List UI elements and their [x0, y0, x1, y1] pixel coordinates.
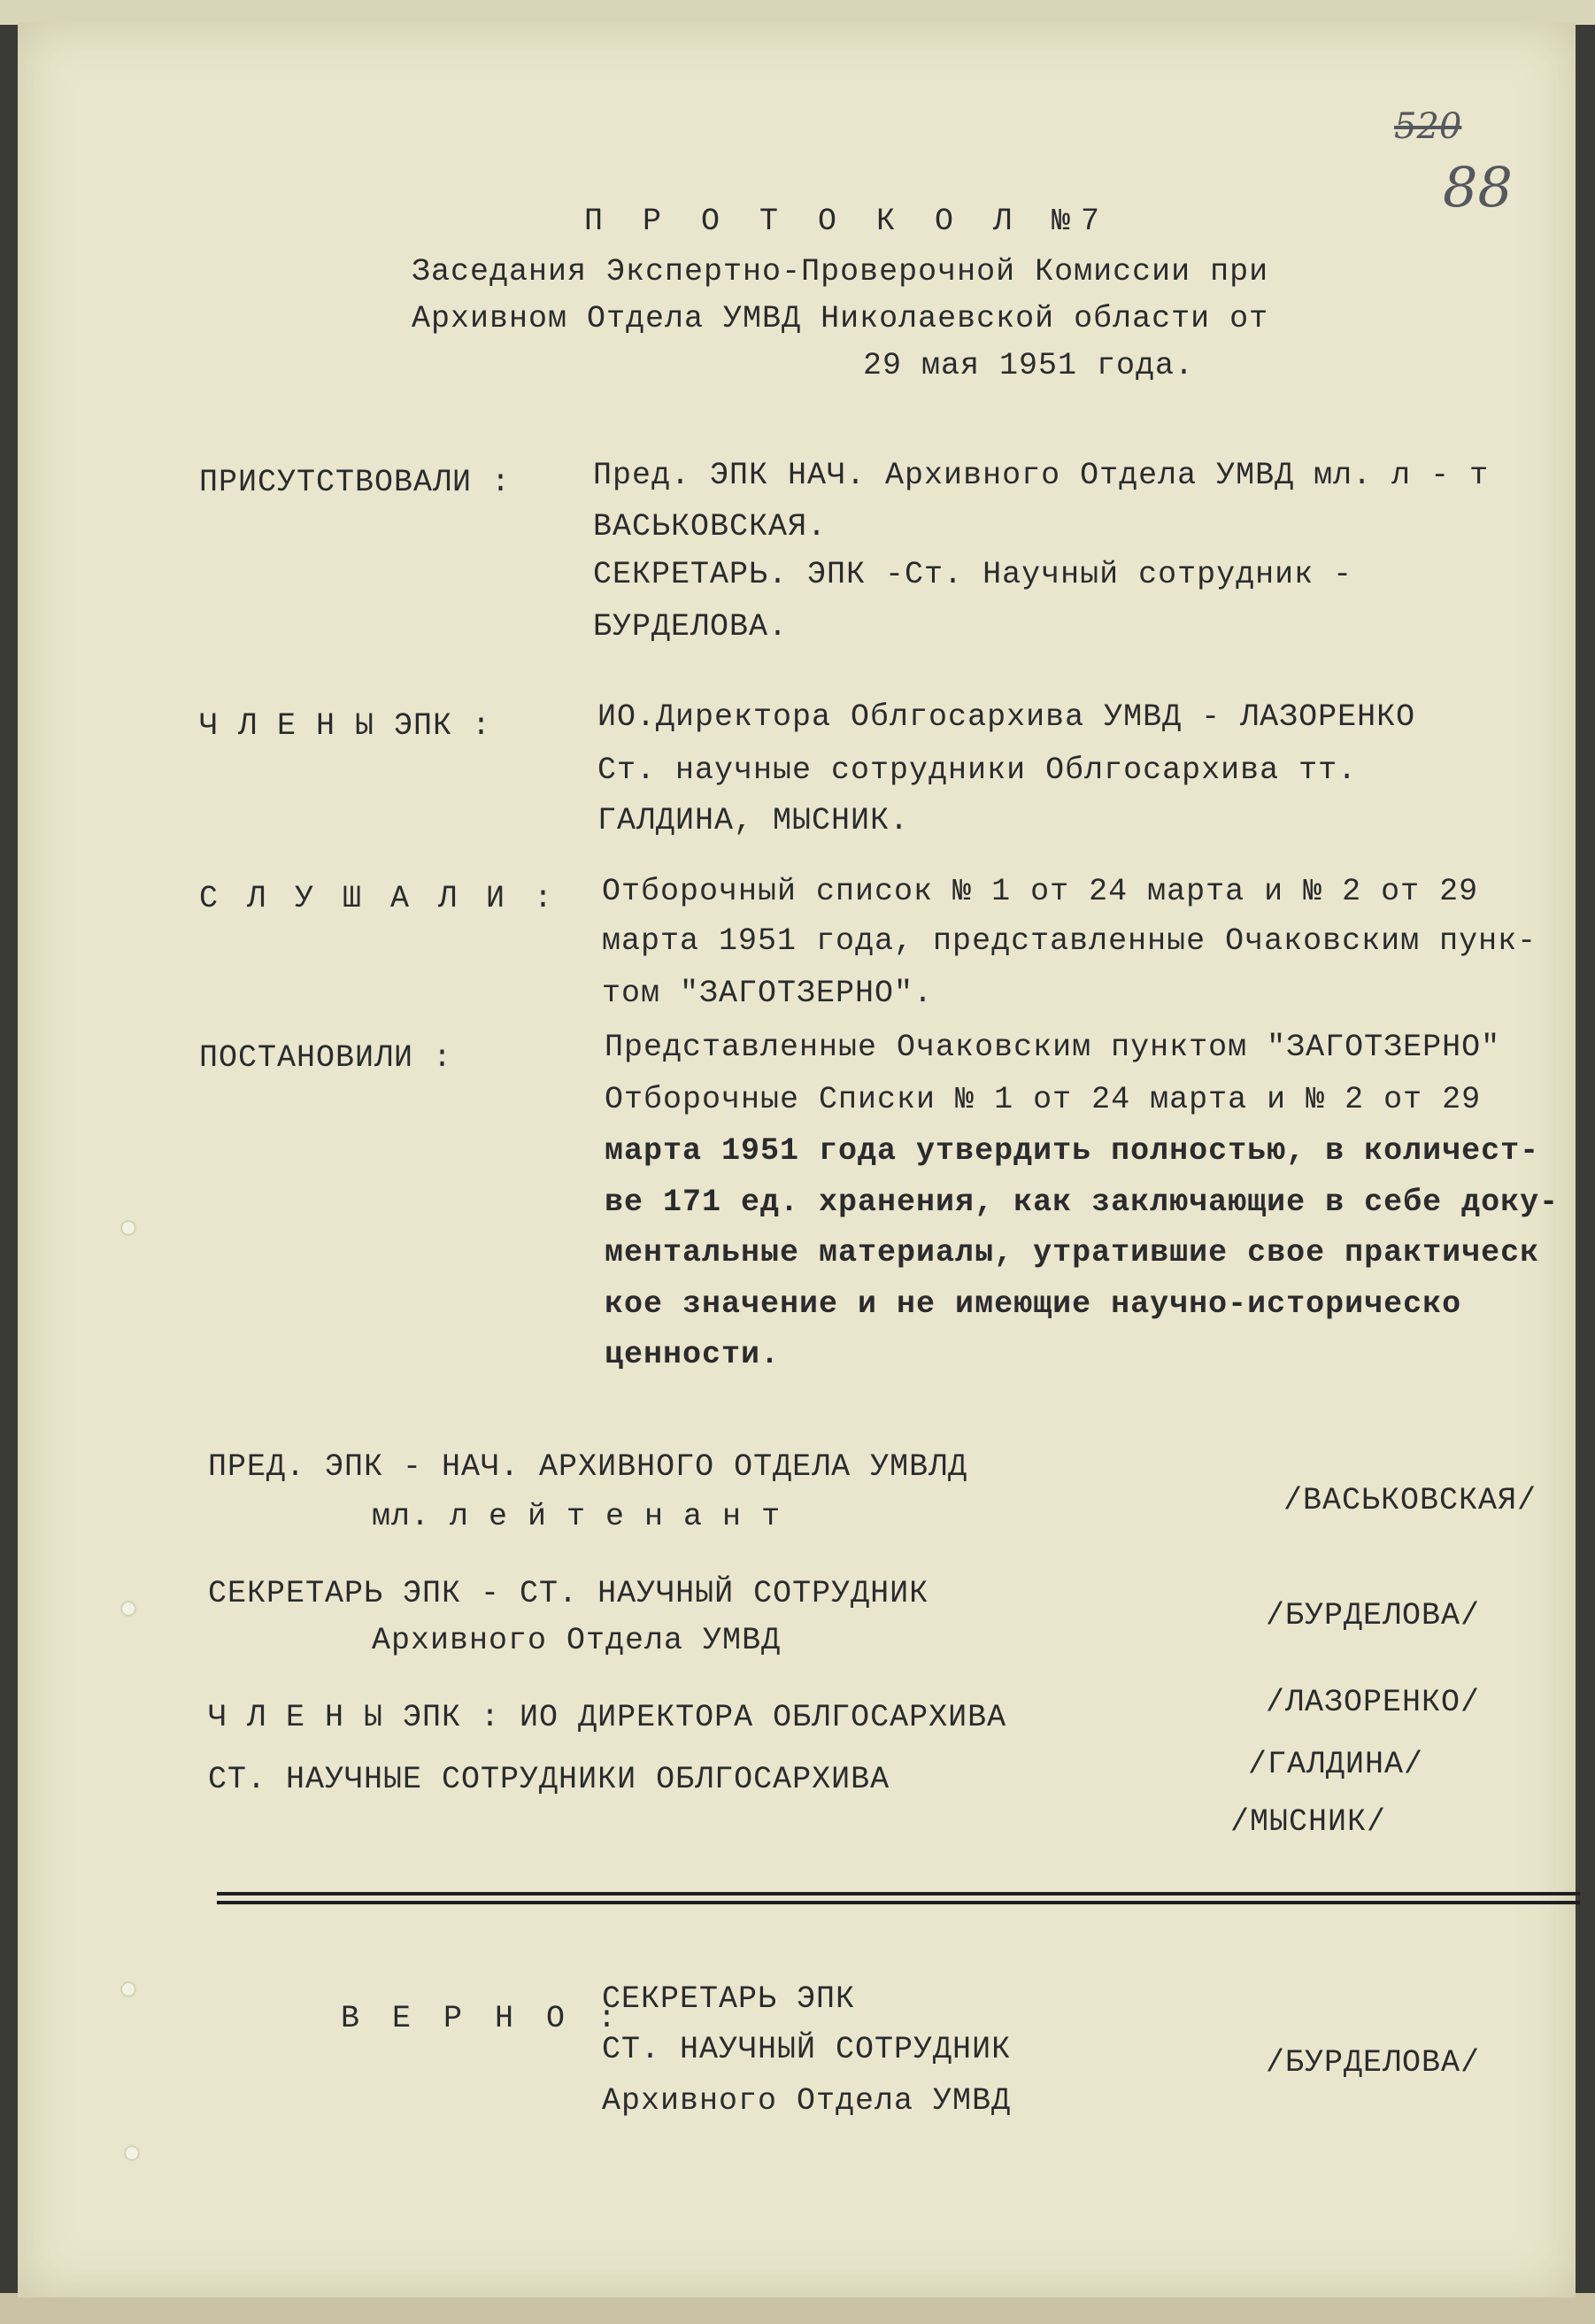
- chair-name: /ВАСЬКОВСКАЯ/: [1283, 1483, 1537, 1518]
- resolved-line: ве 171 ед. хранения, как заключающие в себе доку-: [605, 1185, 1560, 1220]
- chair-title: ПРЕД. ЭПК - НАЧ. АРХИВНОГО ОТДЕЛА УМВЛД: [208, 1449, 968, 1485]
- present-line: ВАСЬКОВСКАЯ.: [593, 509, 828, 544]
- staff-name: /ГАЛДИНА/: [1248, 1747, 1424, 1782]
- folio-number: 88: [1443, 155, 1513, 220]
- page-stack-bottom-edge: [0, 2293, 1595, 2324]
- punch-hole: [122, 1602, 135, 1615]
- resolved-line: ментальные материалы, утратившие свое практическ: [605, 1235, 1540, 1270]
- staff-name: /МЫСНИК/: [1230, 1804, 1387, 1840]
- members-line: Ст. научные сотрудники Облгосархива тт.: [597, 753, 1358, 788]
- certified-line: СЕКРЕТАРЬ ЭПК: [602, 1981, 856, 2017]
- members-sign-name: /ЛАЗОРЕНКО/: [1266, 1685, 1481, 1720]
- resolved-label: ПОСТАНОВИЛИ :: [199, 1040, 453, 1076]
- header-line-3: 29 мая 1951 года.: [863, 348, 1195, 383]
- secretary-title: СЕКРЕТАРЬ ЭПК - СТ. НАУЧНЫЙ СОТРУДНИК: [208, 1576, 929, 1611]
- secretary-name: /БУРДЕЛОВА/: [1266, 1598, 1481, 1633]
- header-line-2: Архивном Отдела УМВД Николаевской области от: [412, 301, 1269, 336]
- divider-rule: [217, 1901, 1580, 1904]
- members-sign-title: Ч Л Е Н Ы ЭПК : ИО ДИРЕКТОРА ОБЛГОСАРХИВА: [208, 1700, 1007, 1735]
- present-line: Пред. ЭПК НАЧ. Архивного Отдела УМВД мл. л - т: [593, 458, 1490, 493]
- members-line: ИО.Директора Облгосархива УМВД - ЛАЗОРЕНКО: [597, 699, 1416, 735]
- chair-rank: мл. л е й т е н а н т: [372, 1499, 782, 1534]
- document-page: [18, 22, 1576, 2297]
- present-line: СЕКРЕТАРЬ. ЭПК -Ст. Научный сотрудник -: [593, 557, 1353, 592]
- certified-label: В Е Р Н О :: [341, 2001, 624, 2036]
- resolved-line: марта 1951 года утвердить полностью, в количест-: [605, 1133, 1540, 1169]
- present-line: БУРДЕЛОВА.: [593, 609, 789, 645]
- protocol-title: П Р О Т О К О Л №7: [584, 204, 1111, 239]
- divider-rule: [217, 1892, 1580, 1895]
- heard-line: том "ЗАГОТЗЕРНО".: [602, 976, 934, 1011]
- heard-line: Отборочный список № 1 от 24 марта и № 2 от 29: [602, 874, 1479, 909]
- heard-label: С Л У Ш А Л И :: [199, 881, 559, 916]
- punch-hole: [122, 1222, 135, 1234]
- secretary-dept: Архивного Отдела УМВД: [372, 1623, 782, 1658]
- members-label: Ч Л Е Н Ы ЭПК :: [199, 708, 492, 744]
- header-line-1: Заседания Экспертно-Проверочной Комиссии при: [412, 254, 1269, 290]
- certified-line: Архивного Отдела УМВД: [602, 2083, 1012, 2119]
- folio-struck: 520: [1394, 106, 1462, 147]
- certified-line: СТ. НАУЧНЫЙ СОТРУДНИК: [602, 2032, 1012, 2067]
- resolved-line: ценности.: [605, 1337, 781, 1372]
- certified-name: /БУРДЕЛОВА/: [1266, 2045, 1481, 2081]
- resolved-line: кое значение и не имеющие научно-историческо: [605, 1286, 1462, 1322]
- present-label: ПРИСУТСТВОВАЛИ :: [199, 465, 512, 500]
- resolved-line: Отборочные Списки № 1 от 24 марта и № 2 от 29: [605, 1082, 1482, 1117]
- members-line: ГАЛДИНА, МЫСНИК.: [597, 803, 910, 838]
- page-stack-top-edge: [0, 0, 1595, 25]
- punch-hole: [126, 2147, 138, 2159]
- punch-hole: [122, 1983, 135, 1996]
- staff-title: СТ. НАУЧНЫЕ СОТРУДНИКИ ОБЛГОСАРХИВА: [208, 1762, 890, 1797]
- heard-line: марта 1951 года, представленные Очаковским пунк-: [602, 923, 1537, 959]
- resolved-line: Представленные Очаковским пунктом "ЗАГОТЗЕРНО": [605, 1030, 1501, 1065]
